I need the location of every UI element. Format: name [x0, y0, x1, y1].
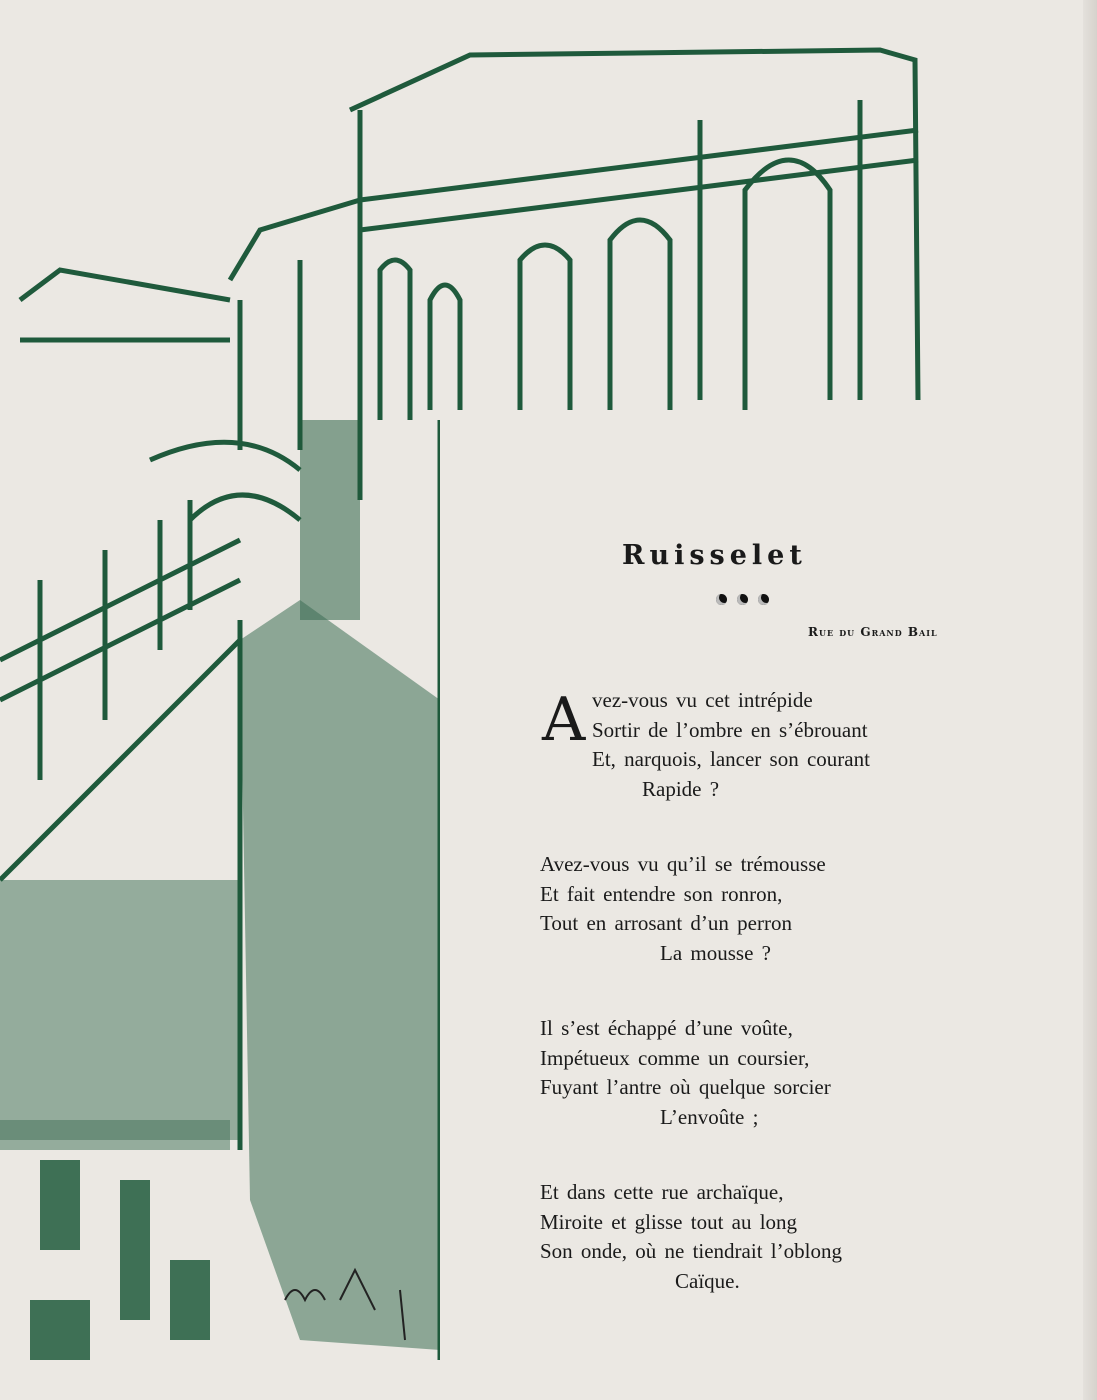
- stanza: [540, 1178, 870, 1296]
- verse-line: vez-vous vu cet intrépide: [592, 688, 813, 712]
- verse-line: Caïque.: [675, 1268, 740, 1293]
- verse-line: Et, narquois, lancer son courant: [592, 747, 870, 771]
- poem-location: Rue du Grand Bail: [808, 625, 938, 639]
- verse-line: La mousse ?: [660, 940, 771, 965]
- verse-line: Rapide ?: [642, 776, 720, 801]
- verse-line: Et dans cette rue archaïque,: [540, 1180, 784, 1204]
- poem-body: [540, 686, 870, 1342]
- verse-line: L’envoûte ;: [660, 1104, 759, 1129]
- stanza: [540, 850, 870, 968]
- verse-line: Impétueux comme un coursier,: [540, 1045, 810, 1070]
- verse-line: Sortir de l’ombre en s’ébrouant: [592, 717, 868, 742]
- verse-line: Il s’est échappé d’une voûte,: [540, 1016, 793, 1040]
- verse-line: Avez-vous vu qu’il se trémousse: [540, 852, 826, 876]
- ornament-dots: [716, 594, 769, 605]
- verse-line: Miroite et glisse tout au long: [540, 1209, 798, 1234]
- stanza: [540, 686, 870, 804]
- verse-line: Tout en arrosant d’un perron: [540, 911, 792, 935]
- stanza: [540, 1014, 870, 1132]
- verse-line: Son onde, où ne tiendrait l’oblong: [540, 1239, 842, 1263]
- ornate-dropcap: A: [542, 685, 586, 755]
- poem-title: Ruisselet: [622, 540, 807, 571]
- verse-line: Fuyant l’antre où quelque sorcier: [540, 1075, 831, 1099]
- verse-line: Et fait entendre son ronron,: [540, 881, 783, 906]
